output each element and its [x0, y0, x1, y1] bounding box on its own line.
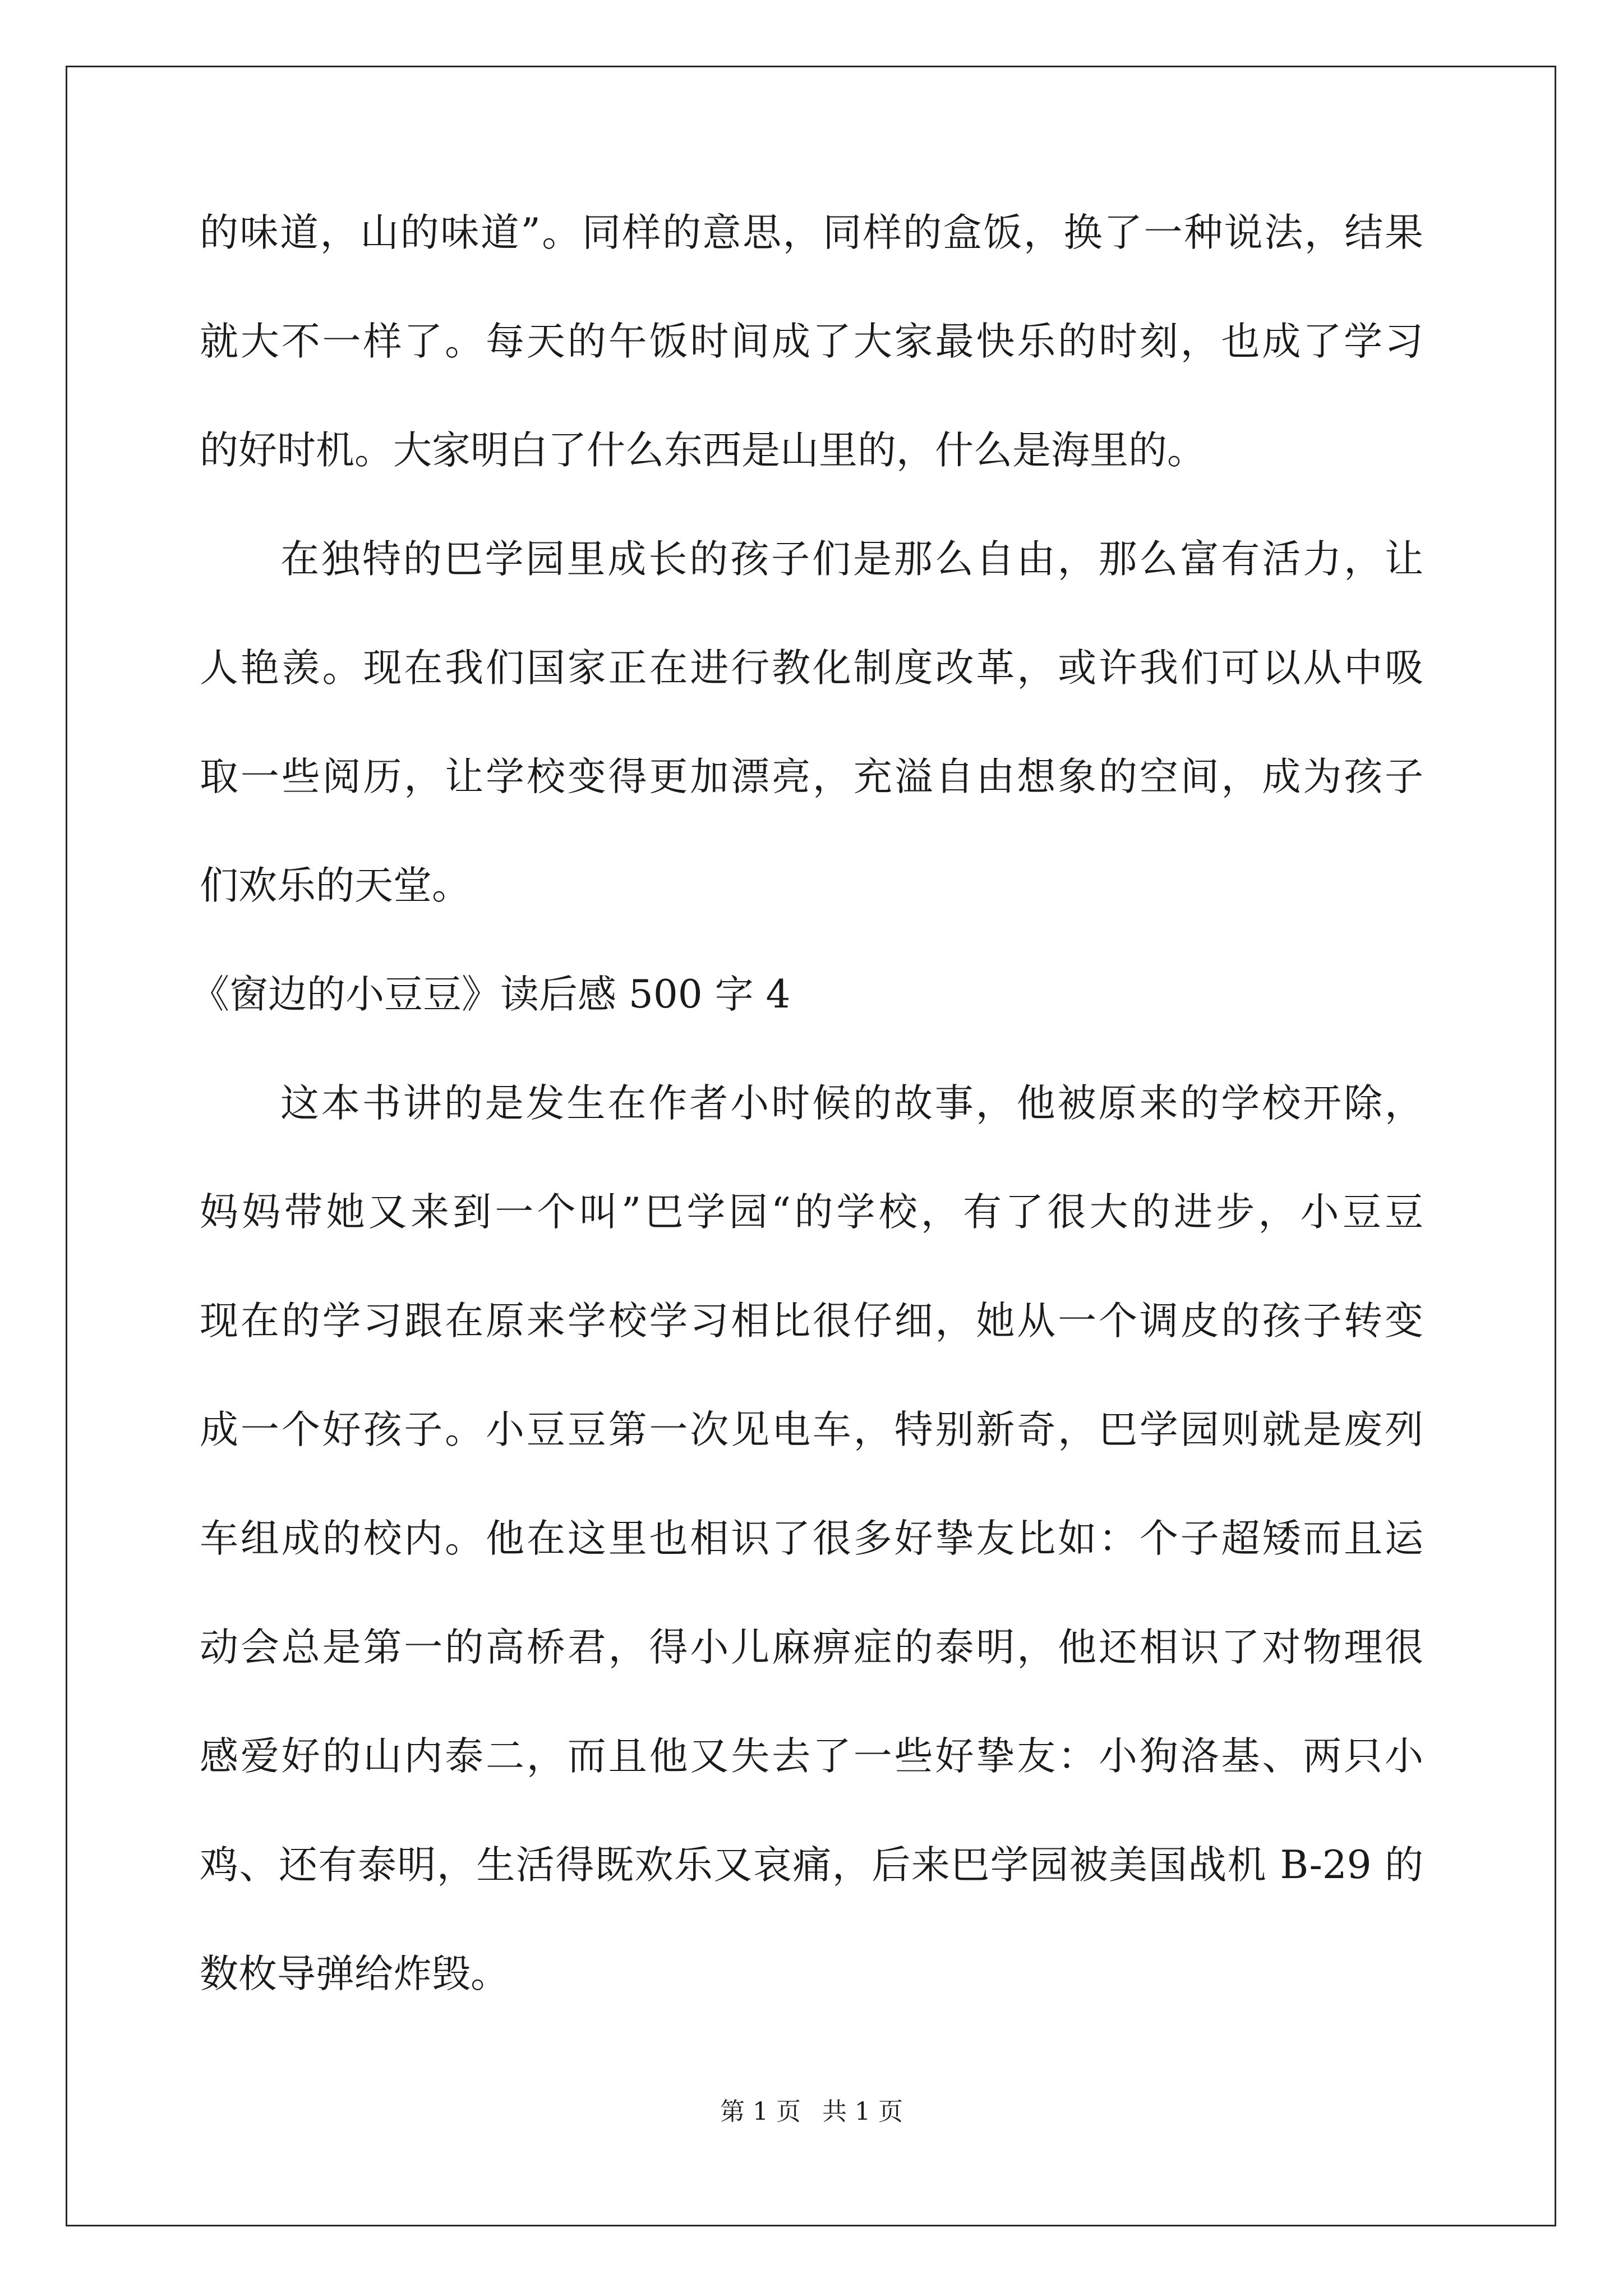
text-line-11: 现在的学习跟在原来学校学习相比很仔细，她从一个调皮的孩子转变: [200, 1299, 1423, 1343]
page-total: 共 1 页: [822, 2097, 903, 2126]
text-line-7: 们欢乐的天堂。: [200, 863, 471, 908]
text-line-12: 成一个好孩子。小豆豆第一次见电车，特别新奇，巴学园则就是废列: [200, 1407, 1423, 1452]
page-number: 第 1 页: [720, 2097, 801, 2126]
section-heading: 《窗边的小豆豆》读后感 500 字 4: [191, 972, 791, 1017]
page-footer: [0, 2095, 1623, 2129]
text-line-15: 感爱好的山内泰二，而且他又失去了一些好挚友：小狗洛基、两只小: [200, 1734, 1423, 1779]
text-line-17: 数枚导弹给炸毁。: [200, 1952, 509, 1996]
text-line-4: 在独特的巴学园里成长的孩子们是那么自由，那么富有活力，让: [280, 537, 1423, 582]
text-line-2: 就大不一样了。每天的午饭时间成了大家最快乐的时刻，也成了学习: [200, 319, 1423, 364]
text-line-16: 鸡、还有泰明，生活得既欢乐又哀痛，后来巴学园被美国战机 B-29 的: [200, 1843, 1423, 1888]
text-line-1: 的味道，山的味道”。同样的意思，同样的盒饭，换了一种说法，结果: [200, 210, 1423, 255]
text-line-10: 妈妈带她又来到一个叫”巴学园“的学校，有了很大的进步，小豆豆: [200, 1190, 1423, 1235]
text-line-3: 的好时机。大家明白了什么东西是山里的，什么是海里的。: [200, 428, 1206, 473]
text-line-6: 取一些阅历，让学校变得更加漂亮，充溢自由想象的空间，成为孩子: [200, 754, 1423, 799]
text-line-14: 动会总是第一的高桥君，得小儿麻痹症的泰明，他还相识了对物理很: [200, 1625, 1423, 1670]
text-line-13: 车组成的校内。他在这里也相识了很多好挚友比如：个子超矮而且运: [200, 1516, 1423, 1561]
text-line-9: 这本书讲的是发生在作者小时候的故事，他被原来的学校开除，: [280, 1081, 1423, 1126]
page-border: [66, 66, 1556, 2226]
text-line-5: 人艳羡。现在我们国家正在进行教化制度改革，或许我们可以从中吸: [200, 646, 1423, 691]
